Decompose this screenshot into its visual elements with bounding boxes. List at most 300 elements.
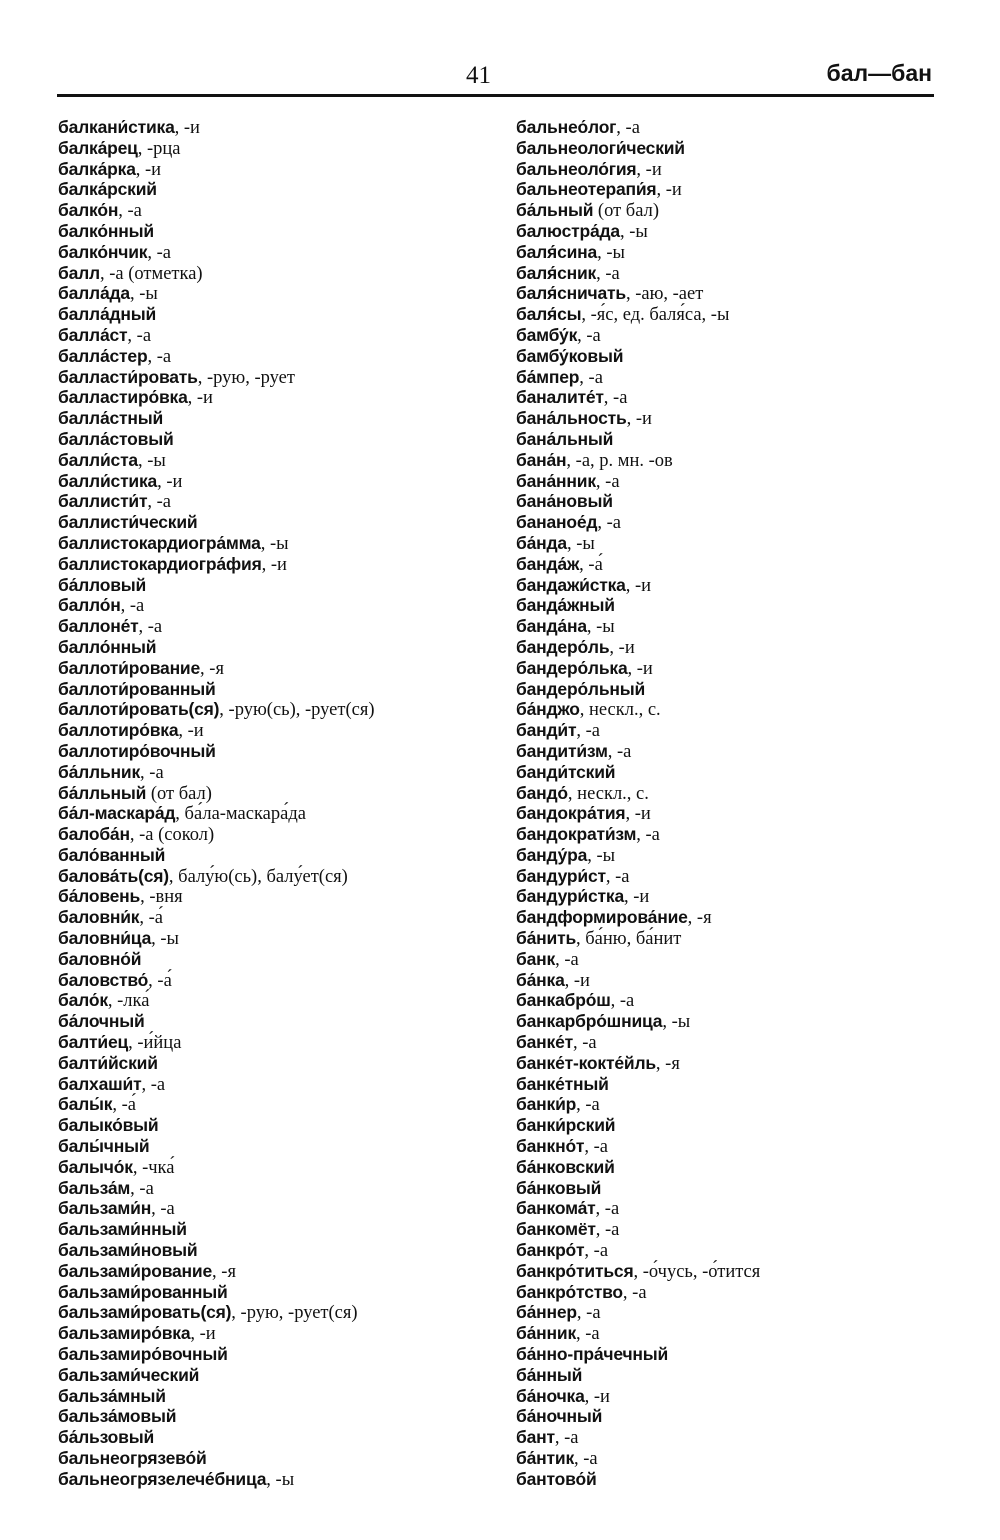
dictionary-entry: [58, 1386, 375, 1407]
dictionary-entry: [58, 242, 375, 263]
entry-grammar: , -и: [625, 575, 652, 596]
entry-headword: бана́н: [516, 449, 567, 470]
entry-grammar: , -рую, -рует(ся): [231, 1303, 358, 1324]
entry-grammar: , -а: [147, 492, 171, 513]
entry-headword: банкро́титься: [516, 1260, 634, 1281]
entry-headword: бандури́ст: [516, 865, 606, 886]
entry-headword: банки́р: [516, 1094, 577, 1115]
dictionary-entry: [58, 762, 375, 783]
dictionary-entry: [516, 658, 760, 679]
entry-headword: балка́рка: [58, 158, 136, 179]
dictionary-entry: [516, 907, 760, 928]
entry-grammar: , -ы: [597, 242, 625, 263]
dictionary-entry: [516, 1406, 760, 1427]
entry-headword: бана́нник: [516, 470, 596, 491]
entry-headword: баллоти́рованный: [58, 678, 216, 699]
dictionary-entry: [58, 1344, 375, 1365]
dictionary-entry: [58, 1302, 375, 1323]
entry-headword: баллоне́т: [58, 616, 139, 637]
entry-grammar: , -а: [120, 596, 145, 617]
entry-headword: бальза́мный: [58, 1385, 166, 1406]
dictionary-entry: [58, 1053, 375, 1074]
left-column: [58, 117, 375, 1490]
dictionary-entry: [58, 325, 375, 346]
entry-grammar: , -а: [151, 1199, 175, 1220]
entry-headword: балы́к: [58, 1094, 113, 1115]
running-head: бал—бан: [826, 60, 932, 86]
entry-headword: бана́льный: [516, 428, 614, 449]
dictionary-entry: [516, 1053, 760, 1074]
entry-grammar: , -а (сокол): [129, 825, 215, 846]
dictionary-entry: [516, 824, 760, 845]
entry-headword: бандеро́льный: [516, 678, 646, 699]
dictionary-entry: [516, 408, 760, 429]
dictionary-entry: [58, 159, 375, 180]
entry-headword: баллисти́т: [58, 491, 148, 512]
dictionary-entry: [516, 387, 760, 408]
entry-headword: балка́рец: [58, 137, 138, 158]
entry-grammar: , -а: [616, 118, 640, 138]
entry-headword: ба́ночка: [516, 1385, 585, 1406]
entry-grammar: , -а: [138, 617, 163, 638]
dictionary-entry: [516, 117, 760, 138]
dictionary-entry: [516, 679, 760, 700]
dictionary-entry: [516, 720, 760, 741]
dictionary-entry: [58, 408, 375, 429]
dictionary-entry: [516, 1094, 760, 1115]
entry-headword: баллоти́рование: [58, 657, 201, 678]
entry-headword: балко́н: [58, 200, 119, 221]
dictionary-entry: [516, 699, 760, 720]
entry-grammar: , нескл., с.: [579, 700, 661, 721]
entry-grammar: , -а (отметка): [99, 263, 203, 284]
entry-headword: ба́лльник: [58, 761, 141, 782]
dictionary-entry: [516, 512, 760, 533]
entry-headword: бандеро́лька: [516, 657, 628, 678]
dictionary-entry: [516, 1136, 760, 1157]
entry-headword: балычо́к: [58, 1156, 133, 1177]
dictionary-entry: [58, 928, 375, 949]
dictionary-entry: [516, 845, 760, 866]
entry-grammar: , -а: [584, 1137, 608, 1158]
dictionary-entry: [58, 679, 375, 700]
entry-grammar: , -а: [574, 1449, 598, 1469]
dictionary-entry: [58, 471, 375, 492]
entry-grammar: , -лка́: [107, 991, 150, 1012]
entry-headword: балло́н: [58, 595, 121, 616]
dictionary-entry: [516, 1074, 760, 1095]
entry-grammar: , нескл., с.: [567, 783, 649, 804]
entry-grammar: , -а́: [148, 970, 172, 991]
entry-grammar: , -а: [140, 762, 164, 783]
dictionary-entry: [58, 1427, 375, 1448]
entry-grammar: , -а́: [139, 908, 163, 929]
dictionary-entry: [58, 741, 375, 762]
entry-grammar: (от бал): [593, 201, 659, 222]
entry-grammar: , балу́ю(сь), балу́ет(ся): [168, 866, 348, 887]
entry-grammar: , -о́чусь, -о́тится: [633, 1261, 761, 1282]
entry-headword: банда́на: [516, 616, 587, 637]
dictionary-entry: [516, 221, 760, 242]
entry-grammar: , -рую(сь), -рует(ся): [219, 700, 375, 721]
dictionary-entry: [516, 637, 760, 658]
dictionary-entry: [58, 512, 375, 533]
dictionary-entry: [58, 554, 375, 575]
entry-headword: балти́ец: [58, 1032, 129, 1053]
entry-grammar: , -ы: [151, 929, 179, 950]
dictionary-entry: [58, 1240, 375, 1261]
dictionary-entry: [58, 1448, 375, 1469]
entry-grammar: , -чка́: [132, 1157, 175, 1178]
entry-headword: бальнеогрязелече́бница: [58, 1468, 267, 1489]
entry-grammar: , -и: [626, 409, 652, 430]
entry-grammar: , -ы: [129, 284, 158, 305]
entry-grammar: , -и: [625, 804, 651, 825]
entry-headword: ба́нник: [516, 1323, 576, 1344]
dictionary-entry: [516, 1427, 760, 1448]
dictionary-entry: [516, 803, 760, 824]
entry-grammar: , -вня: [140, 887, 183, 908]
entry-headword: бальзами́ровать(ся): [58, 1302, 232, 1323]
entry-headword: баллоти́ровать(ся): [58, 699, 220, 720]
entry-headword: бало́к: [58, 990, 108, 1011]
entry-grammar: , -и́йца: [128, 1033, 182, 1054]
entry-headword: бант: [516, 1427, 555, 1448]
dictionary-entry: [58, 1178, 375, 1199]
entry-headword: ба́льный: [516, 200, 594, 221]
dictionary-entry: [516, 1219, 760, 1240]
entry-headword: банк: [516, 948, 556, 969]
entry-headword: банкомёт: [516, 1219, 596, 1240]
dictionary-entry: [58, 138, 375, 159]
dictionary-entry: [516, 762, 760, 783]
dictionary-entry: [516, 429, 760, 450]
entry-headword: баллотиро́вочный: [58, 740, 216, 761]
entry-grammar: , -а: [595, 1199, 620, 1220]
dictionary-entry: [58, 907, 375, 928]
dictionary-entry: [516, 554, 760, 575]
entry-headword: ба́л-маскара́д: [58, 803, 176, 824]
entry-grammar: , -рца: [137, 138, 181, 159]
dictionary-entry: [58, 595, 375, 616]
entry-headword: бальнеогрязево́й: [58, 1448, 207, 1468]
dictionary-entry: [516, 1365, 760, 1386]
entry-headword: балкани́стика: [58, 117, 175, 137]
page-number: 41: [466, 62, 491, 89]
entry-headword: ба́ннер: [516, 1302, 577, 1323]
entry-grammar: , -а: [596, 263, 620, 284]
dictionary-entry: [516, 1323, 760, 1344]
entry-headword: балла́ст: [58, 324, 128, 345]
entry-headword: бальзами́рование: [58, 1260, 213, 1281]
entry-grammar: , -и: [261, 554, 287, 575]
entry-headword: баля́сы: [516, 304, 582, 325]
entry-grammar: , -а: [579, 367, 603, 388]
entry-headword: баллотиро́вка: [58, 720, 179, 741]
dictionary-entry: [516, 1448, 760, 1469]
entry-grammar: , -а: [118, 201, 142, 222]
entry-headword: бальнеоло́гия: [516, 158, 637, 179]
dictionary-entry: [58, 803, 375, 824]
dictionary-entry: [58, 720, 375, 741]
entry-grammar: , -я: [212, 1261, 236, 1282]
entry-grammar: , -и: [564, 970, 590, 991]
dictionary-entry: [58, 824, 375, 845]
entry-headword: ба́нный: [516, 1364, 583, 1385]
entry-headword: балти́йский: [58, 1052, 158, 1073]
dictionary-entry: [516, 325, 760, 346]
entry-headword: балоба́н: [58, 824, 130, 845]
entry-headword: балли́ста: [58, 449, 138, 470]
dictionary-entry: [516, 346, 760, 367]
entry-grammar: , -а: [605, 866, 630, 887]
dictionary-entry: [516, 367, 760, 388]
entry-headword: баллисти́ческий: [58, 512, 198, 533]
entry-grammar: , -аю, -ает: [625, 284, 704, 305]
entry-grammar: , -и: [178, 721, 204, 742]
entry-headword: ба́нно-пра́чечный: [516, 1344, 669, 1365]
entry-grammar: , -и: [190, 1324, 216, 1345]
entry-headword: банке́тный: [516, 1073, 609, 1094]
dictionary-entry: [516, 783, 760, 804]
entry-grammar: , -а: [577, 325, 601, 346]
entry-grammar: , -и: [157, 471, 183, 492]
entry-headword: ба́нджо: [516, 699, 580, 720]
entry-headword: банду́ра: [516, 844, 588, 865]
dictionary-entry: [516, 242, 760, 263]
entry-grammar: , -и: [627, 658, 653, 679]
entry-headword: банке́т: [516, 1032, 573, 1053]
entry-headword: ба́нка: [516, 969, 565, 990]
dictionary-entry: [58, 367, 375, 388]
entry-headword: банди́тский: [516, 761, 616, 782]
dictionary-entry: [58, 450, 375, 471]
dictionary-entry: [516, 970, 760, 991]
entry-headword: банкно́т: [516, 1136, 585, 1157]
entry-headword: балка́рский: [58, 179, 157, 200]
dictionary-entry: [516, 200, 760, 221]
entry-headword: балли́стика: [58, 470, 158, 491]
entry-headword: банки́рский: [516, 1115, 616, 1136]
entry-grammar: , -и: [187, 388, 213, 409]
entry-grammar: , -а: [622, 1282, 647, 1303]
entry-headword: бантово́й: [516, 1468, 597, 1489]
entry-grammar: , -рую, -рует: [197, 367, 295, 388]
entry-headword: ба́лльный: [58, 782, 147, 803]
dictionary-entry: [58, 1261, 375, 1282]
entry-headword: ба́нковый: [516, 1177, 602, 1198]
dictionary-entry: [516, 886, 760, 907]
entry-headword: балко́нный: [58, 220, 154, 241]
dictionary-entry: [516, 179, 760, 200]
entry-headword: банке́т-кокте́йль: [516, 1052, 656, 1073]
dictionary-entry: [516, 1011, 760, 1032]
dictionary-entry: [58, 845, 375, 866]
entry-grammar: , -ы: [137, 450, 166, 471]
dictionary-entry: [516, 304, 760, 325]
entry-grammar: , -а: [141, 1074, 166, 1095]
dictionary-entry: [58, 866, 375, 887]
dictionary-entry: [516, 949, 760, 970]
entry-grammar: , -а: [127, 325, 152, 346]
entry-headword: бандури́стка: [516, 886, 624, 907]
entry-grammar: , -и: [636, 159, 662, 180]
entry-grammar: , -ы: [266, 1469, 295, 1490]
entry-grammar: , -и: [623, 887, 650, 908]
entry-grammar: , -а: [597, 513, 621, 534]
entry-headword: баля́сник: [516, 262, 597, 283]
dictionary-entry: [516, 1261, 760, 1282]
dictionary-entry: [58, 1469, 375, 1490]
entry-headword: баловно́й: [58, 948, 142, 969]
dictionary-entry: [58, 491, 375, 512]
dictionary-entry: [58, 304, 375, 325]
entry-grammar: , -а: [636, 825, 660, 846]
entry-headword: банда́ж: [516, 553, 580, 574]
entry-headword: бальза́мовый: [58, 1406, 177, 1427]
entry-headword: ба́льзовый: [58, 1427, 155, 1448]
entry-headword: ба́лловый: [58, 574, 147, 595]
entry-headword: бальзамиро́вочный: [58, 1344, 228, 1365]
entry-headword: бальнеотерапи́я: [516, 179, 657, 200]
dictionary-entry: [58, 1094, 375, 1115]
dictionary-entry: [516, 616, 760, 637]
dictionary-entry: [58, 1365, 375, 1386]
entry-headword: баловство́: [58, 969, 149, 990]
entry-grammar: , -а: [610, 991, 635, 1012]
entry-headword: бальзами́н: [58, 1198, 152, 1219]
entry-headword: балло́нный: [58, 636, 157, 657]
dictionary-entry: [58, 886, 375, 907]
entry-headword: банда́жный: [516, 595, 615, 616]
dictionary-entry: [58, 1282, 375, 1303]
dictionary-entry: [58, 346, 375, 367]
dictionary-entry: [58, 949, 375, 970]
entry-headword: бальнео́лог: [516, 117, 617, 137]
entry-grammar: , -ы: [586, 617, 615, 638]
dictionary-entry: [516, 450, 760, 471]
dictionary-entry: [58, 1032, 375, 1053]
entry-grammar: , -и: [174, 118, 200, 138]
dictionary-entry: [58, 575, 375, 596]
entry-grammar: , -а: [554, 1428, 579, 1449]
entry-headword: бамбу́ковый: [516, 345, 624, 366]
entry-headword: баля́сина: [516, 241, 598, 262]
entry-headword: бальзамиро́вка: [58, 1323, 191, 1344]
dictionary-entry: [516, 283, 760, 304]
dictionary-entry: [516, 1282, 760, 1303]
entry-grammar: , -а: [555, 949, 579, 970]
dictionary-entry: [516, 1198, 760, 1219]
dictionary-entry: [58, 1011, 375, 1032]
dictionary-entry: [516, 159, 760, 180]
dictionary-entry: [58, 263, 375, 284]
dictionary-entry: [58, 221, 375, 242]
dictionary-entry: [58, 200, 375, 221]
dictionary-entry: [58, 117, 375, 138]
entry-headword: балла́стер: [58, 345, 148, 366]
entry-grammar: , -я: [655, 1053, 680, 1074]
dictionary-entry: [58, 658, 375, 679]
dictionary-entry: [58, 283, 375, 304]
entry-grammar: , -а: [584, 1241, 609, 1262]
entry-grammar: , ба́ла-маскара́да: [175, 804, 306, 825]
entry-headword: бало́ванный: [58, 844, 166, 865]
dictionary-entry: [58, 1198, 375, 1219]
entry-grammar: , -я: [200, 658, 224, 679]
dictionary-entry: [58, 616, 375, 637]
entry-headword: балла́стный: [58, 408, 164, 429]
dictionary-entry: [516, 990, 760, 1011]
entry-grammar: , -а: [130, 1178, 154, 1199]
entry-grammar: , -а: [576, 1303, 601, 1324]
entry-grammar: , -а: [576, 1324, 600, 1345]
entry-grammar: , -а: [572, 1033, 597, 1054]
entry-headword: бандо́: [516, 782, 568, 803]
entry-grammar: , -я: [687, 908, 712, 929]
dictionary-entry: [516, 1344, 760, 1365]
entry-grammar: , -и: [584, 1386, 610, 1407]
entry-headword: бальзами́ческий: [58, 1364, 200, 1385]
entry-headword: бамбу́к: [516, 324, 578, 345]
entry-headword: бальза́м: [58, 1177, 131, 1198]
dictionary-entry: [516, 1115, 760, 1136]
entry-headword: ба́нтик: [516, 1448, 574, 1468]
entry-grammar: , -а: [595, 471, 620, 492]
entry-grammar: , -и: [656, 180, 682, 201]
entry-headword: ба́ловень: [58, 886, 141, 907]
dictionary-entry: [516, 1386, 760, 1407]
entry-grammar: , -а́: [112, 1095, 136, 1116]
dictionary-entry: [516, 741, 760, 762]
dictionary-entry: [516, 866, 760, 887]
dictionary-entry: [516, 1469, 760, 1490]
dictionary-entry: [516, 1157, 760, 1178]
entry-headword: балл: [58, 262, 100, 283]
entry-headword: балластиро́вка: [58, 387, 188, 408]
entry-headword: банкро́тство: [516, 1281, 623, 1302]
dictionary-entry: [58, 1074, 375, 1095]
entry-headword: бальзами́нный: [58, 1219, 187, 1240]
dictionary-entry: [58, 699, 375, 720]
dictionary-entry: [58, 1406, 375, 1427]
entry-headword: балла́да: [58, 283, 130, 304]
entry-grammar: , -а: [595, 1220, 620, 1241]
dictionary-entry: [516, 1178, 760, 1199]
entry-headword: бандократи́зм: [516, 824, 637, 845]
entry-grammar: , -а: [576, 1095, 600, 1116]
entry-headword: ба́мпер: [516, 366, 580, 387]
entry-headword: баля́сничать: [516, 283, 626, 304]
dictionary-entry: [516, 471, 760, 492]
entry-grammar: , ба́ню, ба́нит: [576, 929, 682, 950]
right-column: [516, 117, 760, 1490]
dictionary-entry: [516, 533, 760, 554]
entry-grammar: (от бал): [146, 783, 212, 804]
entry-grammar: , -ы: [587, 845, 616, 866]
entry-headword: бананое́д: [516, 512, 598, 533]
dictionary-entry: [58, 1115, 375, 1136]
entry-grammar: , -ы: [619, 221, 648, 242]
dictionary-entry: [58, 970, 375, 991]
dictionary-entry: [58, 990, 375, 1011]
entry-headword: банкома́т: [516, 1198, 596, 1219]
dictionary-entry: [58, 1157, 375, 1178]
entry-headword: балла́дный: [58, 304, 157, 325]
dictionary-entry: [516, 928, 760, 949]
entry-headword: балы́чный: [58, 1136, 150, 1157]
dictionary-entry: [58, 1136, 375, 1157]
